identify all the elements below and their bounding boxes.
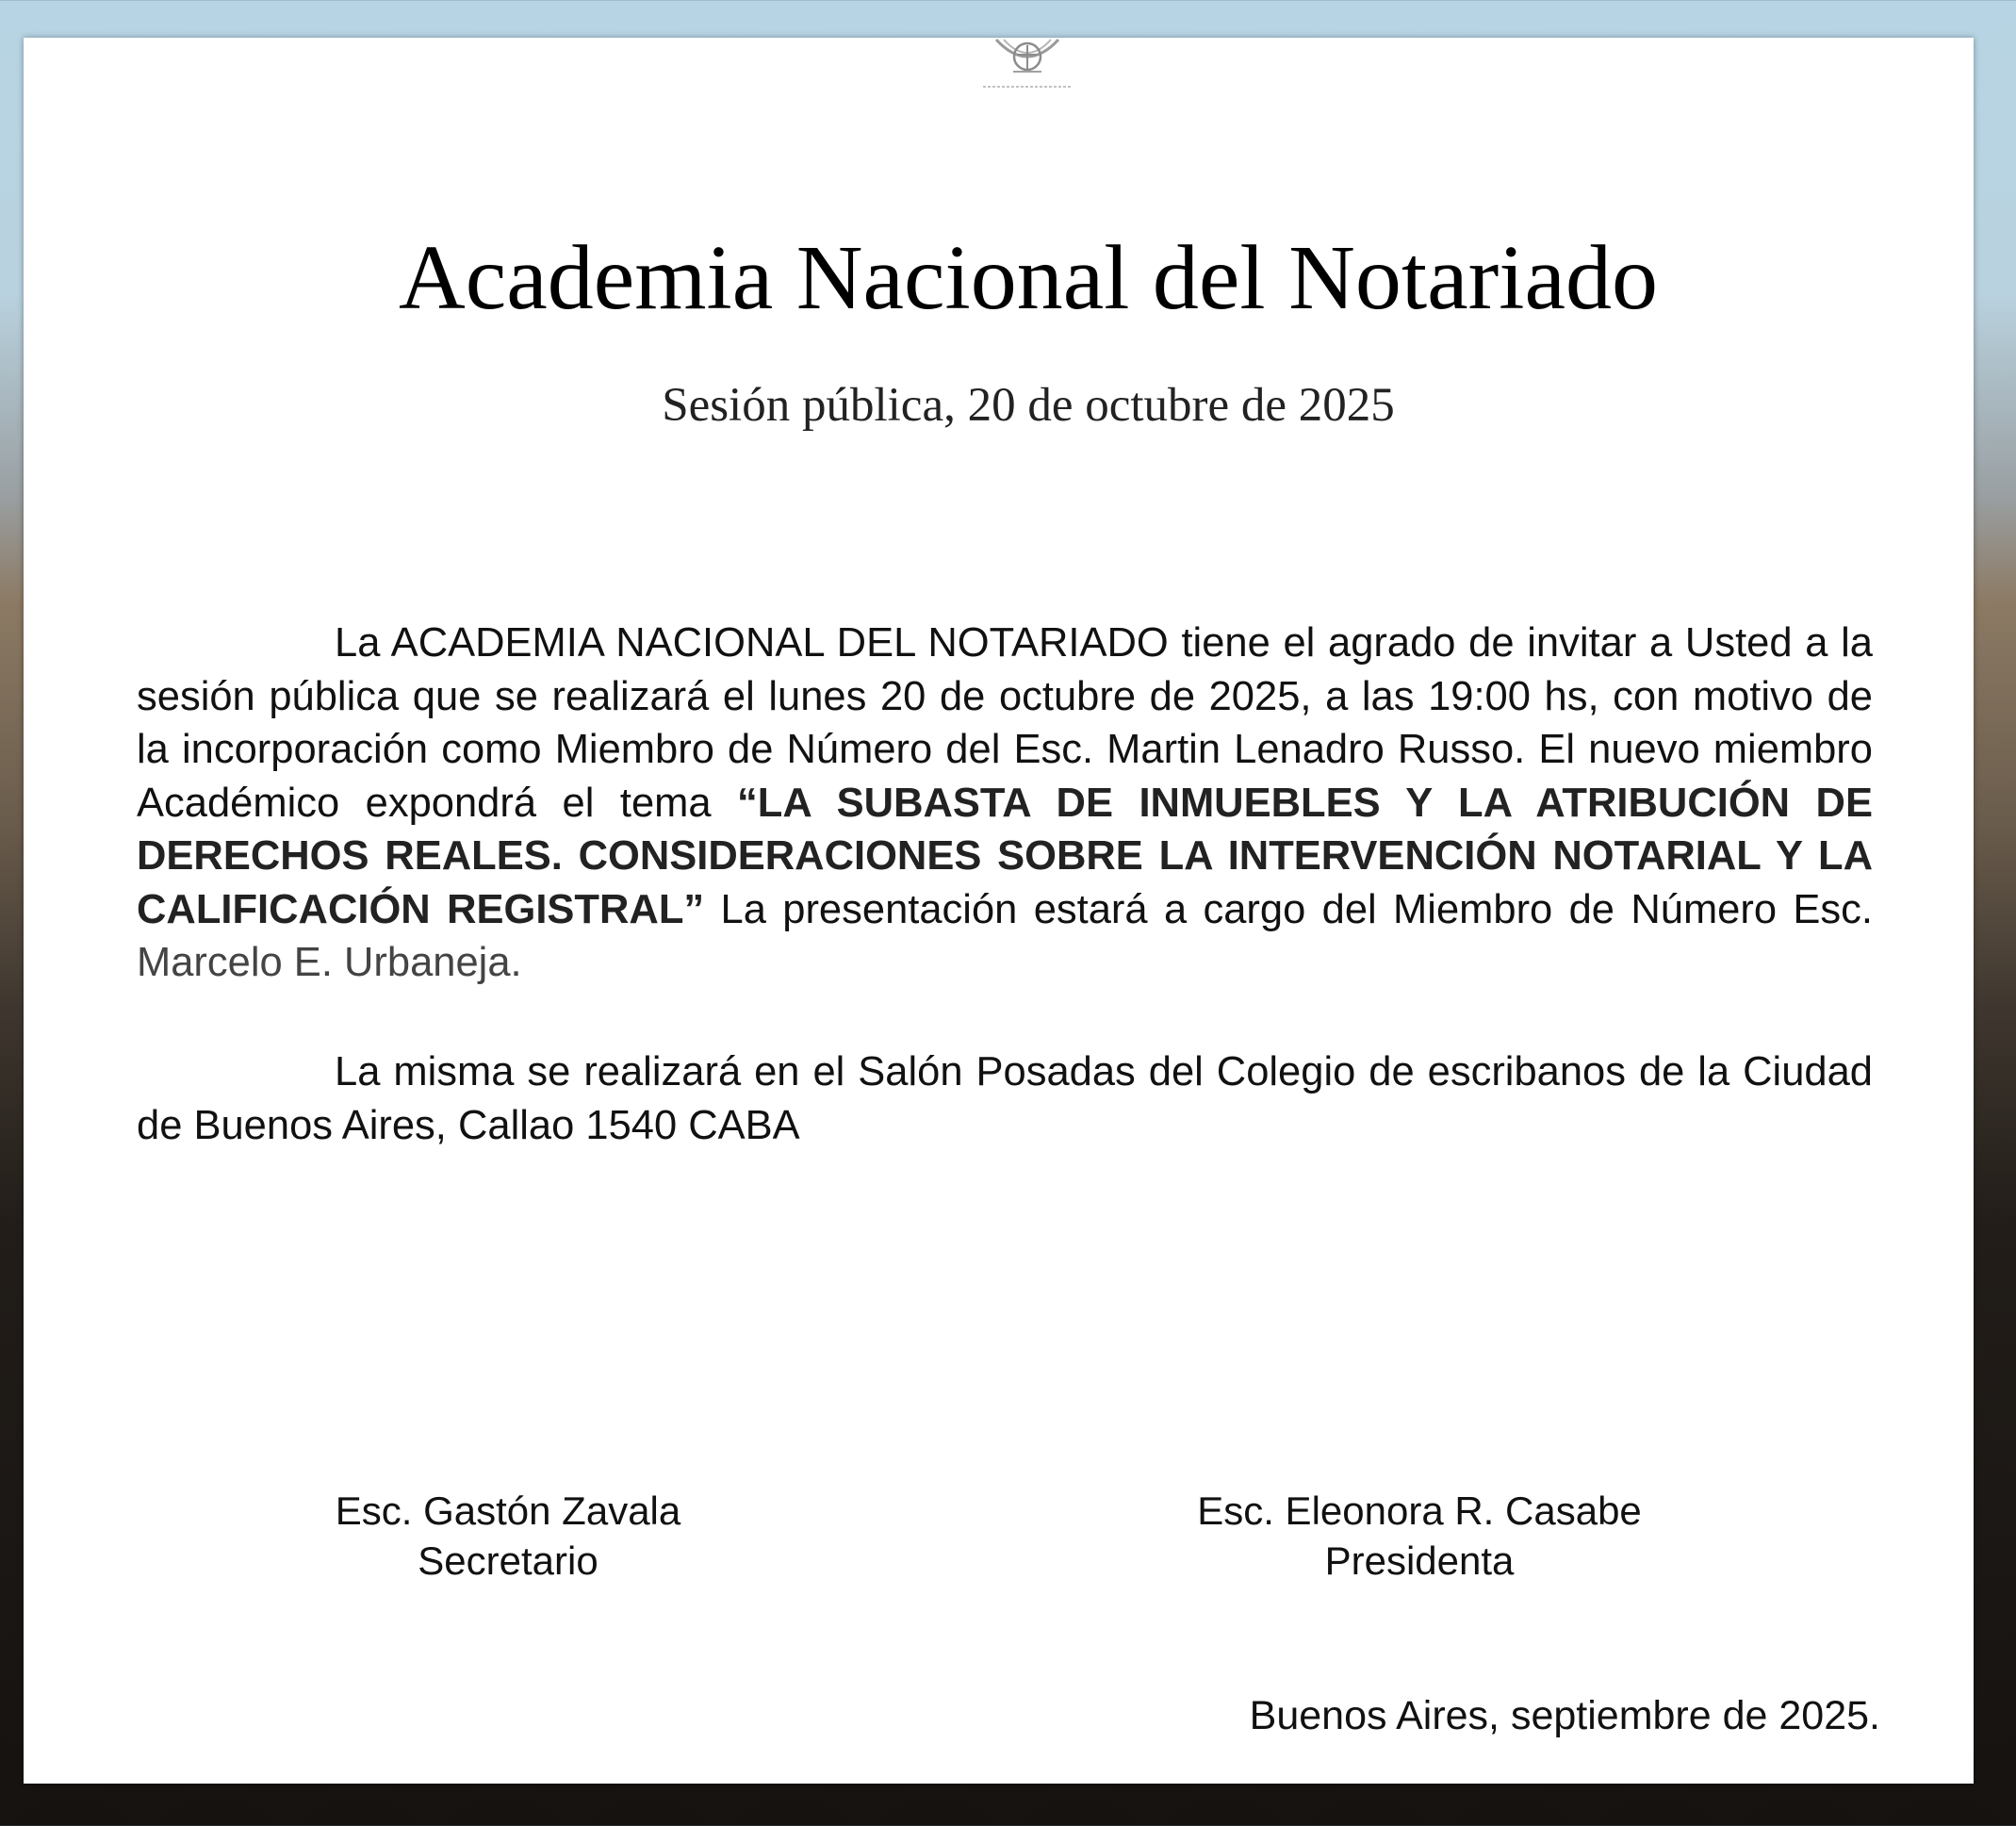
invitation-paragraph xyxy=(137,617,1873,990)
signature-role: Presidenta xyxy=(1324,1538,1515,1583)
signature-role: Secretario xyxy=(418,1538,598,1583)
document-subtitle: Sesión pública, 20 de octubre de 2025 xyxy=(662,379,1395,432)
presentation-text: La presentación estará a cargo del Miembro de Número Esc. xyxy=(704,886,1873,932)
presenter-name: Marcelo E. Urbaneja. xyxy=(137,940,522,985)
invitation-text: La ACADEMIA NACIONAL DEL NOTARIADO tiene el agrado de invitar a Usted a la sesión pública que se realizará el lunes 20 de octubre de 2025, a las 19:00 hs, con motivo de la incorporación como Miembro de Número del Esc. Martin Lenadro Russo. El nuevo miembro Académico expondrá el tema xyxy=(137,620,1873,826)
document-page xyxy=(24,38,1974,1784)
signature-name: Esc. Eleonora R. Casabe xyxy=(1197,1489,1642,1533)
signature-name: Esc. Gastón Zavala xyxy=(335,1489,681,1533)
academy-emblem-icon xyxy=(975,38,1079,94)
lecture-topic: “LA SUBASTA DE INMUEBLES Y LA ATRIBUCIÓN DE DERECHOS REALES. CONSIDERACIONES SOBRE LA INTERVENCIÓN NOTARIAL Y LA CALIFICACIÓN REGISTRAL” xyxy=(137,780,1873,932)
place-date: Buenos Aires, septiembre de 2025. xyxy=(1249,1693,1880,1738)
venue-text: La misma se realizará en el Salón Posadas del Colegio de escribanos de la Ciudad de Buenos Aires, Callao 1540 CABA xyxy=(137,1049,1873,1148)
signature-president xyxy=(1151,1486,1688,1586)
document-title: Academia Nacional del Notariado xyxy=(398,227,1658,329)
venue-paragraph xyxy=(137,1045,1873,1152)
signature-secretary xyxy=(305,1486,711,1586)
